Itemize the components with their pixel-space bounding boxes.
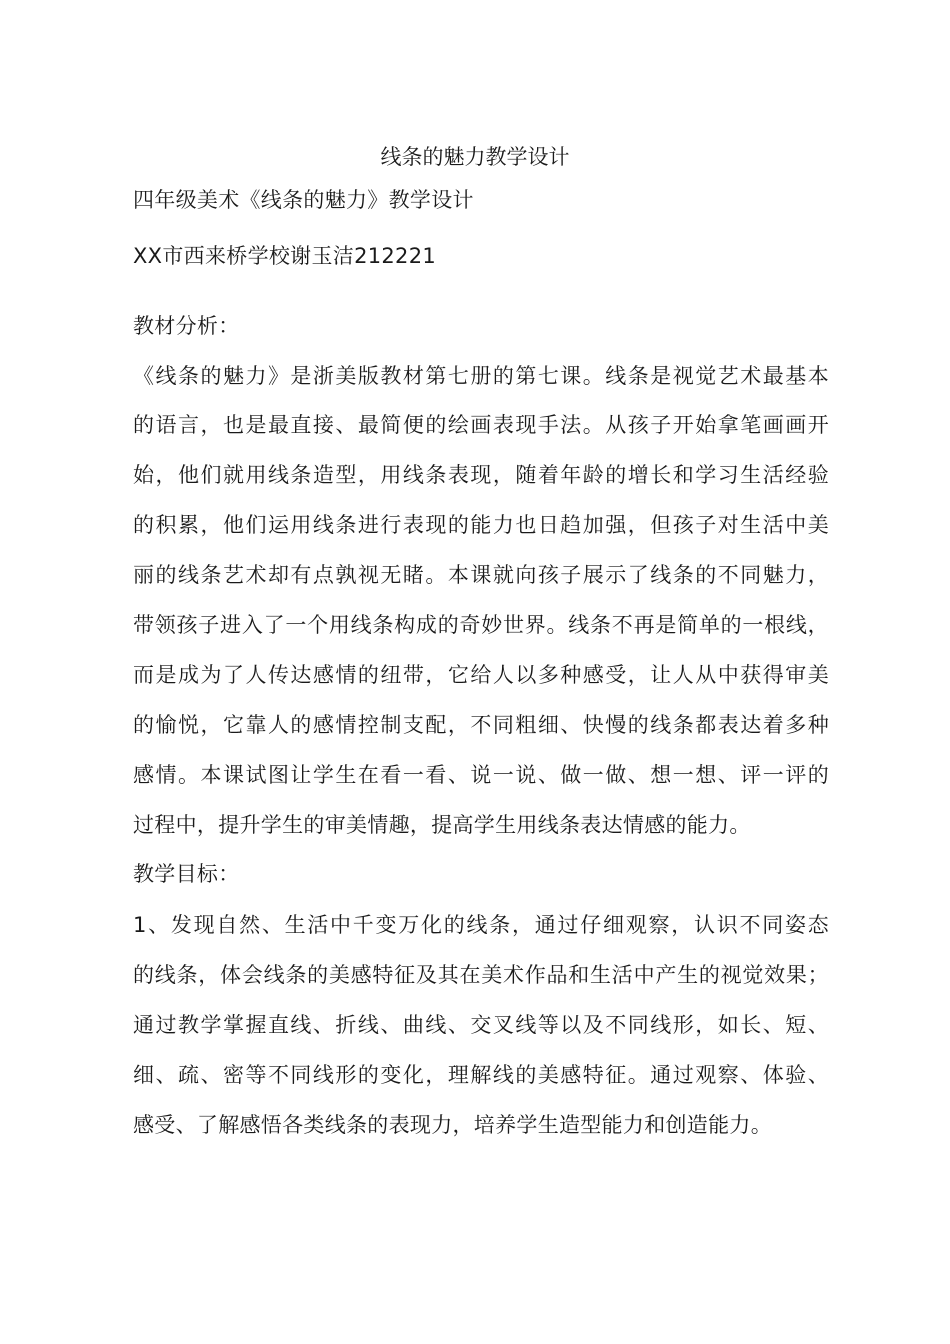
document-subtitle: 四年级美术《线条的魅力》教学设计: [133, 188, 474, 212]
paragraph-line: 过程中，提升学生的审美情趣，提高学生用线条表达情感的能力。: [133, 813, 751, 837]
document-title: 线条的魅力教学设计: [380, 145, 570, 169]
paragraph-line: 而是成为了人传达感情的纽带，它给人以多种感受，让人从中获得审美: [133, 663, 829, 687]
author-line: XX市西来桥学校谢玉洁212221: [133, 244, 437, 268]
paragraph-line: 带领孩子进入了一个用线条构成的奇妙世界。线条不再是简单的一根线，: [133, 613, 829, 637]
paragraph-line: 《线条的魅力》是浙美版教材第七册的第七课。线条是视觉艺术最基本: [133, 364, 829, 388]
paragraph-line: 感受、了解感悟各类线条的表现力，培养学生造型能力和创造能力。: [133, 1113, 772, 1137]
section-heading-textbook-analysis: 教材分析：: [133, 314, 240, 338]
paragraph-line: 感情。本课试图让学生在看一看、说一说、做一做、想一想、评一评的: [133, 763, 829, 787]
paragraph-line: 通过教学掌握直线、折线、曲线、交叉线等以及不同线形，如长、短、: [133, 1013, 829, 1037]
section-heading-teaching-goals: 教学目标：: [133, 862, 240, 886]
paragraph-line: 的积累，他们运用线条进行表现的能力也日趋加强，但孩子对生活中美: [133, 513, 829, 537]
paragraph-line: 始，他们就用线条造型，用线条表现，随着年龄的增长和学习生活经验: [133, 463, 829, 487]
paragraph-line: 1、发现自然、生活中千变万化的线条，通过仔细观察，认识不同姿态: [133, 913, 829, 937]
paragraph-line: 细、疏、密等不同线形的变化，理解线的美感特征。通过观察、体验、: [133, 1063, 829, 1087]
paragraph-line: 的愉悦，它靠人的感情控制支配，不同粗细、快慢的线条都表达着多种: [133, 713, 829, 737]
paragraph-line: 的语言，也是最直接、最简便的绘画表现手法。从孩子开始拿笔画画开: [133, 413, 829, 437]
paragraph-line: 丽的线条艺术却有点孰视无睹。本课就向孩子展示了线条的不同魅力，: [133, 563, 829, 587]
paragraph-line: 的线条，体会线条的美感特征及其在美术作品和生活中产生的视觉效果；: [133, 963, 829, 987]
